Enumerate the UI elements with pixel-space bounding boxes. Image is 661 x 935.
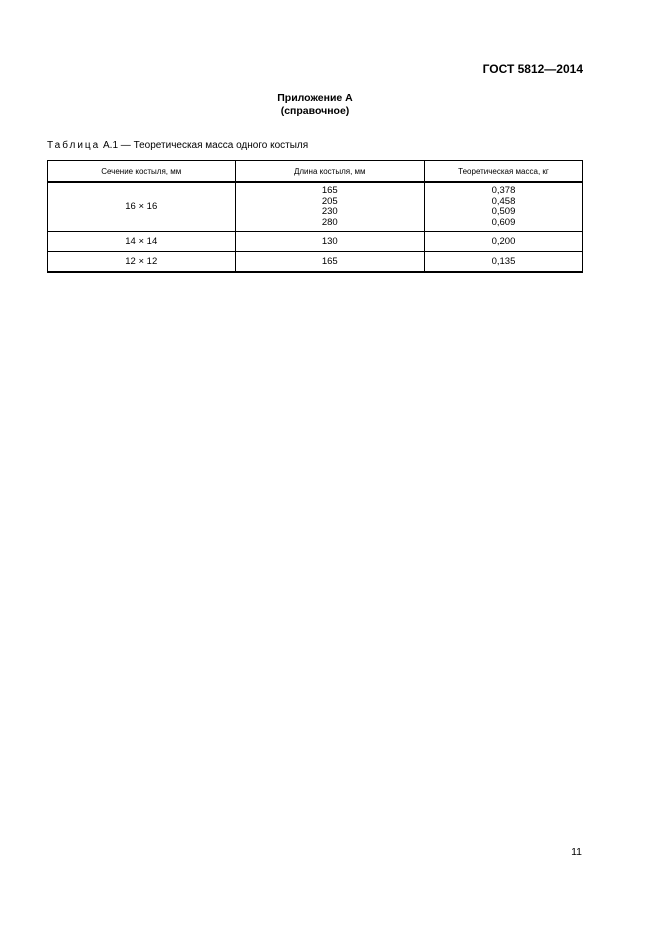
mass-value: 0,378 [491,185,516,196]
cell-mass: 0,135 [424,252,582,273]
mass-value: 0,509 [491,206,516,217]
table-caption [47,140,308,151]
document-code: ГОСТ 5812—2014 [482,62,583,76]
appendix-subtitle: (справочное) [280,105,350,117]
table-row [48,232,583,252]
cell-section: 14 × 14 [48,232,236,252]
mass-value: 0,609 [491,216,516,228]
cell-length [235,182,424,232]
header-length: Длина костыля, мм [235,161,424,183]
cell-section: 12 × 12 [48,252,236,273]
header-section: Сечение костыля, мм [48,161,236,183]
length-value: 205 [321,195,338,207]
cell-length: 130 [235,232,424,252]
cell-mass [424,182,582,232]
mass-table [47,160,583,273]
table-header-row [48,161,583,183]
table-caption-text: А.1 — Теоретическая масса одного костыля [100,140,309,151]
header-mass: Теоретическая масса, кг [424,161,582,183]
table-row [48,182,583,232]
length-value: 230 [321,206,338,217]
table-row [48,252,583,273]
appendix-heading [0,92,630,118]
length-value: 280 [321,216,338,228]
page-number: 11 [571,846,582,858]
table-caption-label: Таблица [47,140,101,151]
length-value: 165 [321,185,338,196]
mass-value: 0,458 [491,195,516,207]
cell-section: 16 × 16 [48,182,236,232]
cell-mass: 0,200 [424,232,582,252]
appendix-title: Приложение А [277,92,353,104]
cell-length: 165 [235,252,424,273]
